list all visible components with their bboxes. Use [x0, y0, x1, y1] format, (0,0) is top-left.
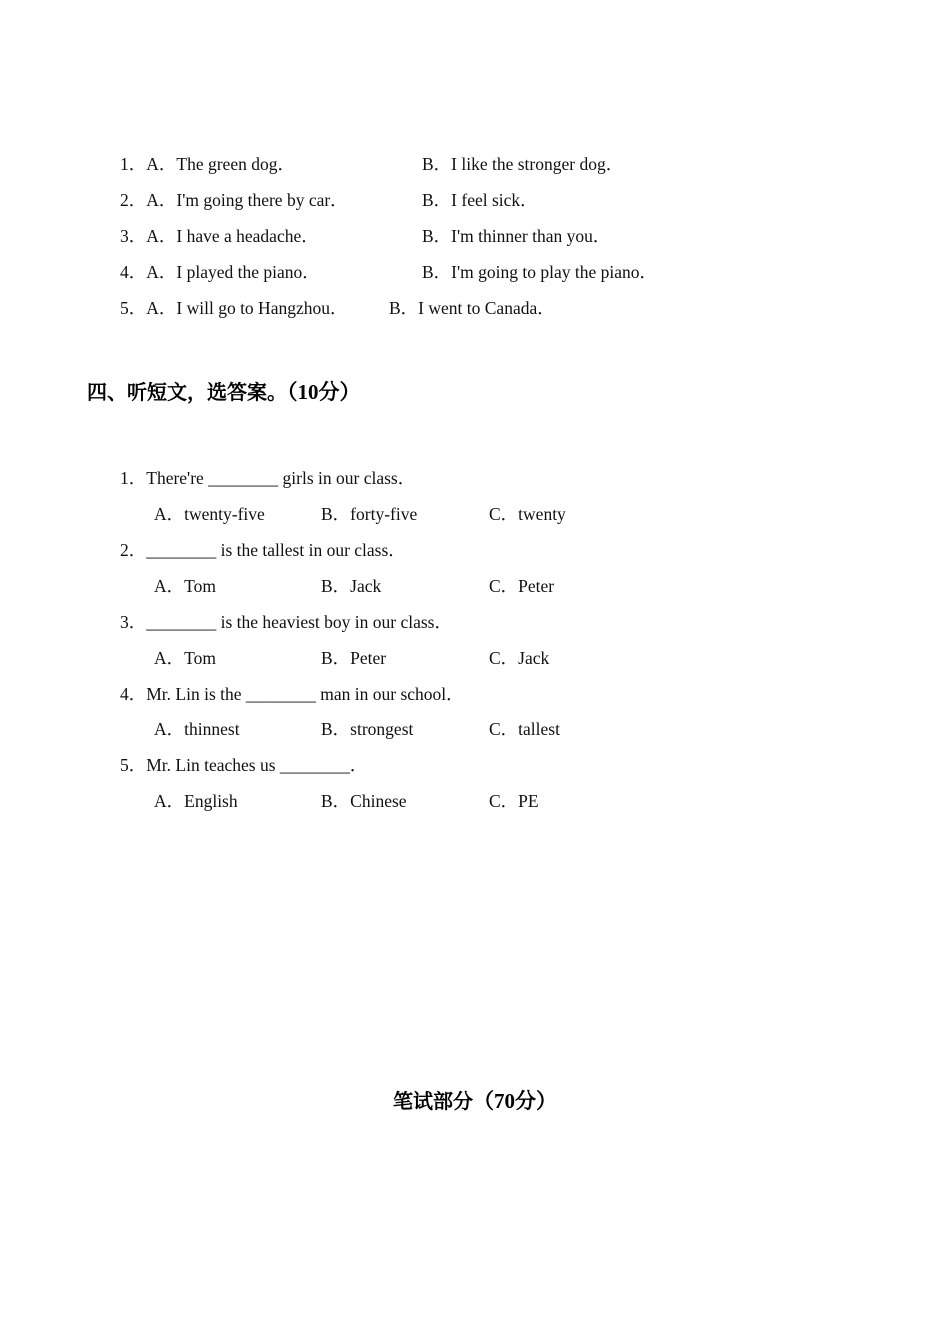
- question-text: Mr. Lin is the ________ man in our school．: [146, 684, 464, 704]
- option-c: C．Peter: [489, 576, 555, 596]
- written-part-title: [0, 1088, 950, 1114]
- option-a: A．I'm going there by car．: [146, 190, 348, 210]
- option-c: C．Jack: [489, 648, 550, 668]
- list-item: [120, 261, 320, 283]
- item-number: 4．: [120, 262, 147, 282]
- option-b: B．Chinese: [321, 791, 407, 811]
- option-a: A．twenty-five: [154, 504, 265, 524]
- item-number: 2．: [120, 190, 147, 210]
- option-b: B．I'm thinner than you．: [422, 226, 611, 246]
- list-item: [120, 153, 295, 175]
- written-points: （70分）: [473, 1089, 557, 1113]
- question-stem: [120, 539, 406, 561]
- option-a: A．The green dog．: [146, 154, 295, 174]
- option-a: A．Tom: [154, 576, 216, 596]
- question-text: There're ________ girls in our class．: [146, 468, 416, 488]
- question-stem: [120, 683, 464, 705]
- section4-title-text: 四、听短文，选答案。: [87, 380, 287, 404]
- question-stem: [120, 754, 367, 776]
- question-number: 5．: [120, 755, 147, 775]
- option-a: A．thinnest: [154, 719, 240, 739]
- item-number: 5．: [120, 298, 147, 318]
- list-item: [120, 297, 347, 319]
- written-title-text: 笔试部分: [393, 1089, 473, 1113]
- item-number: 1．: [120, 154, 147, 174]
- question-stem: [120, 611, 452, 633]
- option-a: A．Tom: [154, 648, 216, 668]
- option-b: B．Jack: [321, 576, 382, 596]
- option-c: C．twenty: [489, 504, 566, 524]
- option-a: A．I played the piano．: [146, 262, 320, 282]
- question-text: ________ is the heaviest boy in our class．: [146, 612, 452, 632]
- question-stem: [120, 467, 415, 489]
- option-a: A．English: [154, 791, 238, 811]
- option-c: C．PE: [489, 791, 539, 811]
- item-number: 3．: [120, 226, 147, 246]
- question-text: ________ is the tallest in our class．: [146, 540, 406, 560]
- option-b: B．strongest: [321, 719, 414, 739]
- option-a: A．I will go to Hangzhou．: [146, 298, 348, 318]
- question-number: 1．: [120, 468, 147, 488]
- question-number: 3．: [120, 612, 147, 632]
- list-item: [120, 225, 319, 247]
- option-b: B．I went to Canada．: [389, 298, 555, 318]
- question-text: Mr. Lin teaches us ________．: [146, 755, 368, 775]
- option-b: B．I'm going to play the piano．: [422, 262, 658, 282]
- question-number: 4．: [120, 684, 147, 704]
- question-number: 2．: [120, 540, 147, 560]
- list-item: [120, 189, 348, 211]
- option-b: B．forty-five: [321, 504, 418, 524]
- option-b: B．I like the stronger dog．: [422, 154, 624, 174]
- option-a: A．I have a headache．: [146, 226, 319, 246]
- option-b: B．I feel sick．: [422, 190, 538, 210]
- section4-points: （10分）: [287, 380, 361, 404]
- section4-title: [87, 379, 361, 405]
- option-c: C．tallest: [489, 719, 560, 739]
- option-b: B．Peter: [321, 648, 387, 668]
